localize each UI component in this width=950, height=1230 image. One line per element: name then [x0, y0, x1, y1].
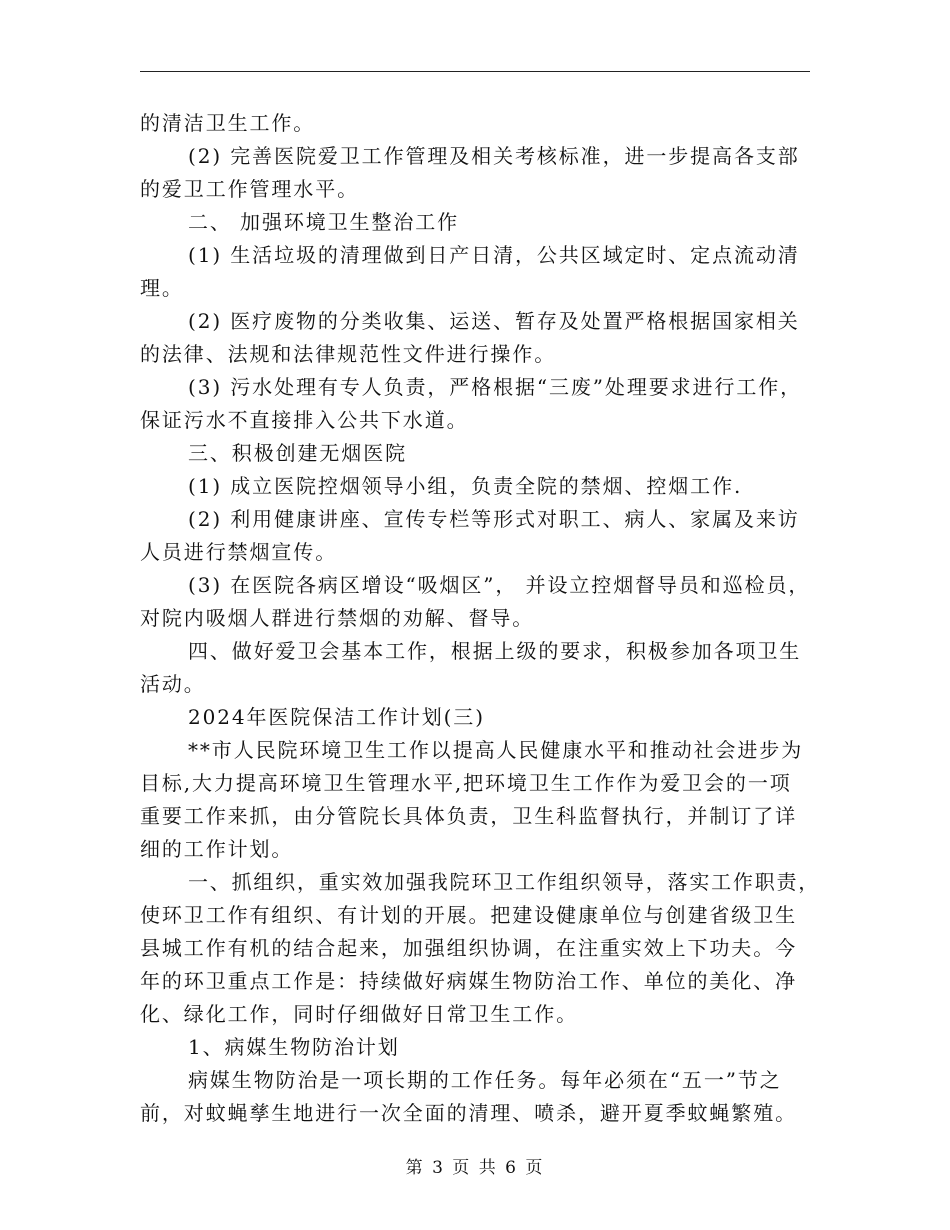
body-line: **市人民院环境卫生工作以提高人民健康水平和推动社会进步为: [188, 738, 804, 762]
body-line: 化、绿化工作，同时仔细做好日常卫生工作。: [140, 1002, 578, 1026]
section-heading: 一、抓组织，重实效加强我院环卫工作组织领导，落实工作职责，: [188, 870, 821, 894]
body-line: 前，对蚊蝇孳生地进行一次全面的清理、喷杀，避开夏季蚊蝇繁殖。: [140, 1101, 797, 1125]
body-line: 年的环卫重点工作是：持续做好病媒生物防治工作、单位的美化、净: [140, 969, 797, 993]
body-line: 对院内吸烟人群进行禁烟的劝解、督导。: [140, 606, 535, 630]
body-line: 目标,大力提高环境卫生管理水平,把环境卫生工作作为爱卫会的一项: [140, 771, 792, 795]
body-line: (2) 完善医院爱卫工作管理及相关考核标准，进一步提高各支部: [188, 144, 800, 168]
body-line: 人员进行禁烟宣传。: [140, 540, 338, 564]
document-title: 2024年医院保洁工作计划(三): [188, 705, 485, 729]
section-heading: 二、 加强环境卫生整治工作: [188, 210, 460, 234]
page-number-footer: 第 3 页 共 6 页: [405, 1158, 545, 1178]
body-line: (3) 在医院各病区增设“吸烟区”， 并设立控烟督导员和巡检员，: [188, 573, 811, 597]
body-line: 病媒生物防治是一项长期的工作任务。每年必须在“五一”节之: [188, 1068, 782, 1092]
body-line: (2) 利用健康讲座、宣传专栏等形式对职工、病人、家属及来访: [188, 507, 800, 531]
body-line: 的爱卫工作管理水平。: [140, 177, 359, 201]
body-line: 保证污水不直接排入公共下水道。: [140, 408, 469, 432]
body-line: (1) 成立医院控烟领导小组，负责全院的禁烟、控烟工作.: [188, 474, 743, 498]
section-heading: 1、病媒生物防治计划: [188, 1035, 400, 1059]
body-line: (2) 医疗废物的分类收集、运送、暂存及处置严格根据国家相关: [188, 309, 800, 333]
section-heading: 四、做好爱卫会基本工作，根据上级的要求，积极参加各项卫生: [188, 639, 802, 663]
body-line: 重要工作来抓，由分管院长具体负责，卫生科监督执行，并制订了详: [140, 804, 797, 828]
body-line: 细的工作计划。: [140, 837, 294, 861]
body-line: 的清洁卫生工作。: [140, 111, 316, 135]
body-line: (1) 生活垃圾的清理做到日产日清，公共区域定时、定点流动清: [188, 243, 800, 267]
body-line: 活动。: [140, 672, 206, 696]
body-line: (3) 污水处理有专人负责，严格根据“三废”处理要求进行工作，: [188, 375, 803, 399]
body-line: 县城工作有机的结合起来，加强组织协调，在注重实效上下功夫。今: [140, 936, 797, 960]
body-line: 的法律、法规和法律规范性文件进行操作。: [140, 342, 557, 366]
header-rule: [140, 71, 810, 72]
body-line: 使环卫工作有组织、有计划的开展。把建设健康单位与创建省级卫生: [140, 903, 797, 927]
body-line: 理。: [140, 276, 184, 300]
section-heading: 三、积极创建无烟医院: [188, 441, 407, 465]
